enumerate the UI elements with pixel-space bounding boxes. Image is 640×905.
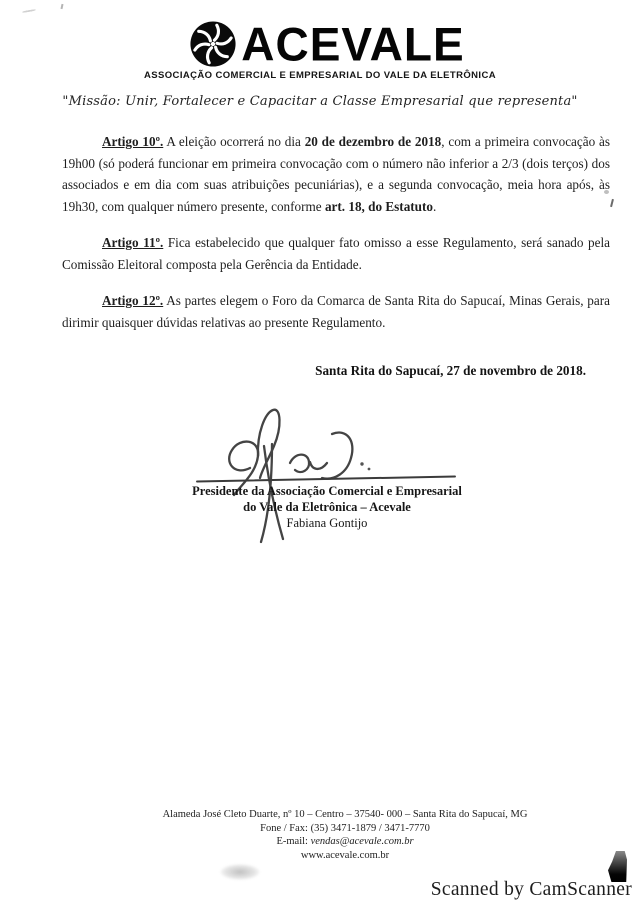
camscanner-watermark: Scanned by CamScanner (430, 879, 632, 900)
text-run: Artigo 11º. (102, 235, 164, 250)
footer-address: Alameda José Cleto Duarte, nº 10 – Centro – 37540- 000 – Santa Rita do Sapucaí, MG (162, 809, 528, 820)
signature-caption (162, 483, 492, 531)
footer-website: www.acevale.com.br (300, 849, 390, 861)
scan-tick-artifact (610, 199, 614, 207)
scan-squiggle-artifact (22, 9, 36, 13)
text-run: Artigo 12º. (102, 293, 164, 308)
paragraph-artigo-11 (62, 232, 610, 275)
footer-email-address: vendas@acevale.com.br (310, 836, 414, 847)
signatory-title-line1: Presidente da Associação Comercial e Empresarial (192, 484, 462, 498)
aperture-logo-icon (189, 20, 237, 68)
letter-footer (50, 808, 640, 862)
organization-name: ASSOCIAÇÃO COMERCIAL E EMPRESARIAL DO VALE DA ELETRÔNICA (144, 70, 496, 81)
paragraph-artigo-10 (62, 131, 610, 217)
scan-smudge-artifact (220, 864, 260, 880)
date-place-line: Santa Rita do Sapucaí, 27 de novembro de 2018. (315, 363, 586, 378)
text-run: Artigo 10º. (102, 134, 164, 149)
text-run: As partes elegem o Foro da Comarca de Santa Rita do Sapucaí, Minas Gerais, para dirimir quaisquer dúvidas relativas ao presente Regulamento. (62, 293, 610, 330)
document-body (62, 131, 610, 348)
footer-email-line (50, 835, 640, 849)
text-run: Fica estabelecido que qualquer fato omisso a esse Regulamento, será sanado pela Comissão Eleitoral composta pela Gerência da Entidade. (62, 235, 610, 272)
scan-speck-artifact (61, 4, 64, 9)
text-run: art. 18, do Estatuto (324, 198, 434, 214)
text-run: , com a primeira convocação às 19h00 (só poderá funcionar em primeira convocação com o número não inferior a 2/3 (dois terços) dos associados e em dia com suas atribuições pecuniárias), e a segunda convocação, meia hora após, às 19h30, com qualquer número presente, conforme (62, 134, 610, 214)
signatory-name: Fabiana Gontijo (286, 516, 368, 530)
text-run: A eleição ocorrerá no dia (163, 134, 305, 149)
letterhead (10, 17, 630, 109)
logo-wordmark: ACEVALE (241, 17, 465, 71)
paragraph-artigo-12 (62, 290, 610, 333)
logo (24, 17, 630, 71)
text-run: 20 de dezembro de 2018 (304, 134, 442, 149)
signatory-title-line2: do Vale da Eletrônica – Acevale (243, 500, 411, 514)
text-run: . (433, 198, 437, 214)
footer-email-label: E-mail: (276, 836, 311, 847)
mission-statement: "Missão: Unir, Fortalecer e Capacitar a Classe Empresarial que representa" (62, 94, 578, 109)
footer-phone: Fone / Fax: (35) 3471-1879 / 3471-7770 (260, 822, 430, 834)
